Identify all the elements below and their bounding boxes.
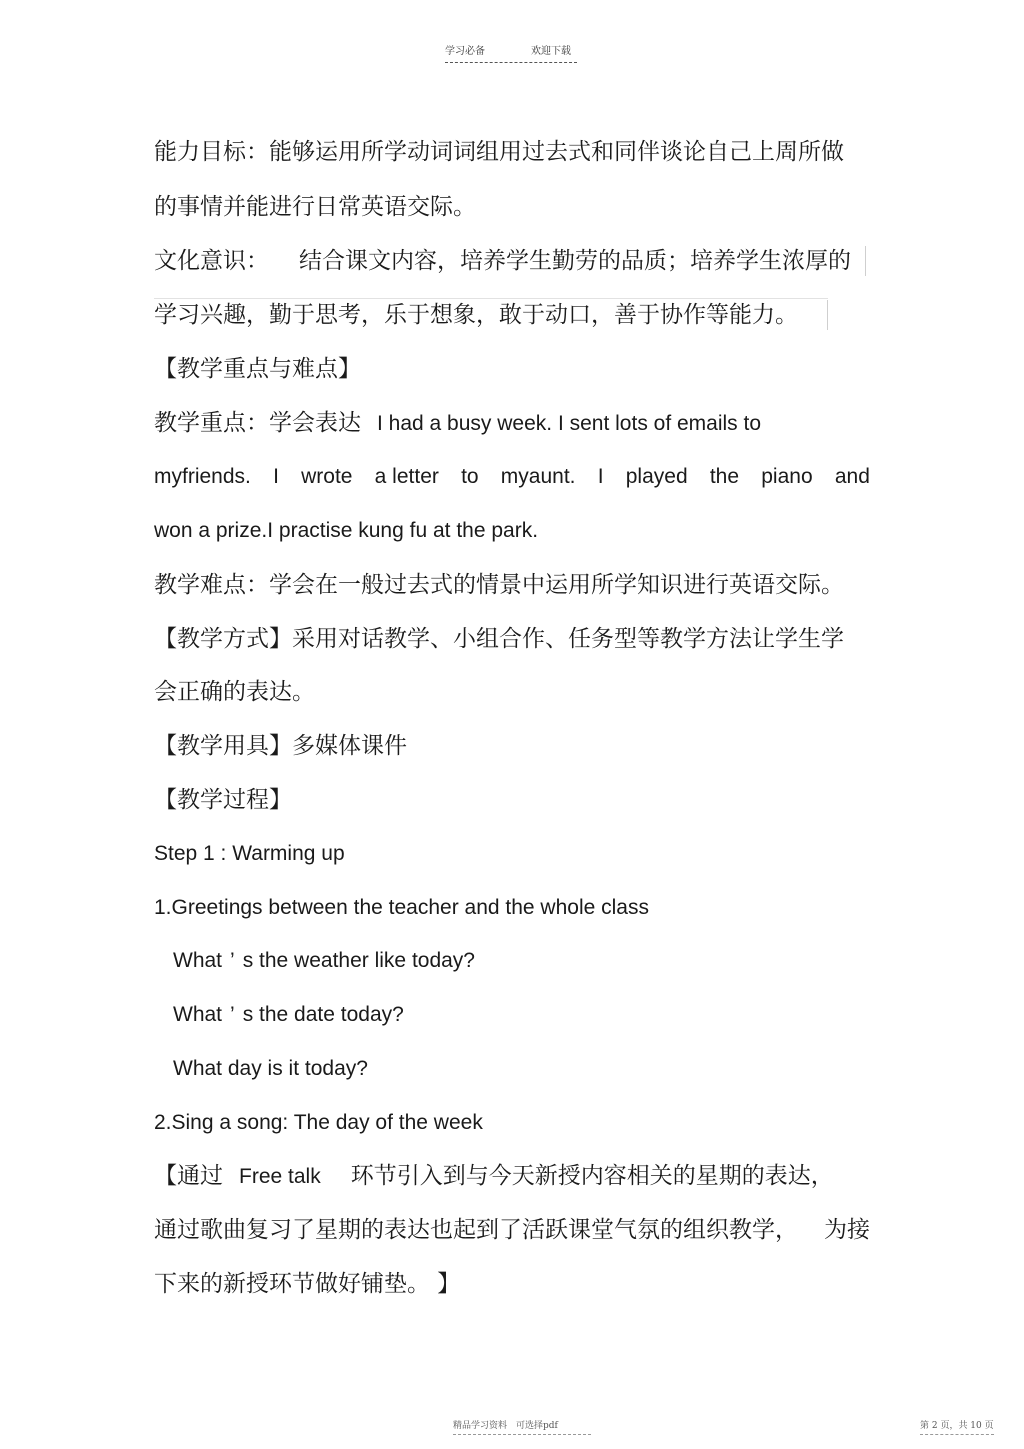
note-text-2: 通过歌曲复习了星期的表达也起到了活跃课堂气氛的组织教学，: [154, 1217, 798, 1243]
note-free-talk: Free talk: [239, 1165, 321, 1188]
teaching-method-line-1: 【教学方式】采用对话教学、小组合作、任务型等教学方法让学生学: [154, 626, 844, 652]
word: myaunt.: [500, 465, 576, 488]
word: a letter: [374, 465, 439, 488]
note-text-2-end: 为接: [824, 1217, 870, 1243]
word: piano: [761, 465, 813, 488]
word: wrote: [301, 465, 353, 488]
difficult-points-line: 教学难点：学会在一般过去式的情景中运用所学知识进行英语交际。: [154, 572, 844, 598]
word: the: [709, 465, 740, 488]
note-open: 【通过: [154, 1163, 223, 1189]
word: and: [834, 465, 870, 488]
key-points-label: 教学重点：学会表达: [154, 410, 361, 436]
culture-awareness-text: 结合课文内容，培养学生勤劳的品质；培养学生浓厚的: [299, 248, 851, 274]
culture-awareness-label: 文化意识：: [154, 248, 269, 274]
question-weather-rest: s the weather like today?: [242, 949, 475, 972]
word: played: [625, 465, 688, 488]
section-key-difficult-points: 【教学重点与难点】: [154, 356, 361, 382]
teaching-method-line-2: 会正确的表达。: [154, 679, 315, 705]
ability-goal-line-2: 的事情并能进行日常英语交际。: [154, 194, 476, 220]
greetings-item: 1.Greetings between the teacher and the whole class: [154, 896, 649, 919]
key-points-line-1: [154, 408, 761, 439]
sing-song-item: 2.Sing a song: The day of the week: [154, 1111, 483, 1134]
question-date-rest: s the date today?: [242, 1003, 404, 1026]
ability-goal-line-1: 能力目标：能够运用所学动词词组用过去式和同伴谈论自己上周所做: [154, 139, 844, 165]
page-number: 第 2 页，共 10 页: [920, 1418, 994, 1435]
key-points-line-3: won a prize.I practise kung fu at the park.: [154, 519, 539, 542]
word: myfriends.: [154, 465, 251, 488]
question-weather: [173, 946, 475, 976]
note-line-2: [154, 1215, 870, 1245]
footer-left-text: 精品学习资料 可选择pdf: [453, 1418, 591, 1435]
apostrophe: ’: [230, 1003, 235, 1026]
culture-awareness-line-2: 学习兴趣，勤于思考，乐于想象，敢于动口，善于协作等能力。: [154, 302, 798, 328]
note-line-1: [154, 1161, 834, 1192]
table-border-horizontal: [154, 298, 828, 299]
word: to: [461, 465, 479, 488]
question-date-what: What: [173, 1003, 223, 1026]
word: I: [273, 465, 279, 488]
header-left-text: 学习必备: [445, 46, 485, 57]
note-text-1: 环节引入到与今天新授内容相关的星期的表达，: [350, 1163, 834, 1189]
question-weather-what: What: [173, 949, 223, 972]
culture-awareness-line-1: [154, 246, 851, 276]
table-border-right-1: [865, 246, 866, 276]
note-line-3: 下来的新授环节做好铺垫。 】: [154, 1271, 461, 1297]
key-points-line-2: [154, 462, 870, 492]
header-right-text: 欢迎下载: [531, 46, 571, 57]
section-teaching-process: 【教学过程】: [154, 787, 292, 813]
key-points-english-1: I had a busy week. I sent lots of emails to: [377, 412, 762, 435]
step-1-heading: Step 1 : Warming up: [154, 842, 345, 865]
question-date: [173, 1000, 404, 1030]
teaching-aids-line: 【教学用具】多媒体课件: [154, 733, 407, 759]
word: I: [597, 465, 604, 488]
apostrophe: ’: [230, 949, 235, 972]
table-border-right-2: [827, 300, 828, 330]
page-header: [445, 40, 577, 63]
question-day: What day is it today?: [173, 1057, 368, 1080]
